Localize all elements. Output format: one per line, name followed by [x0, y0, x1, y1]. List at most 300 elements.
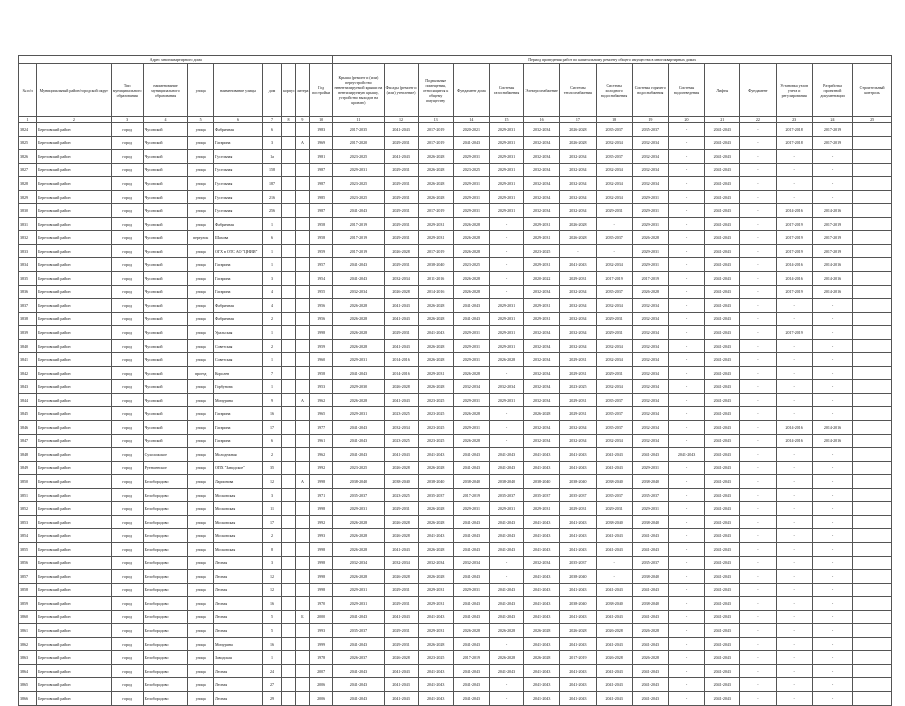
table-cell: Чусовской	[143, 177, 188, 191]
table-cell: 2041-2043	[596, 448, 632, 462]
table-cell: 2023-2025	[384, 434, 418, 448]
table-cell: 2026-2028	[333, 515, 384, 529]
table-cell: 2032-2034	[596, 339, 632, 353]
table-cell	[853, 326, 892, 340]
table-cell: 2032-2034	[524, 393, 560, 407]
table-cell: город	[111, 177, 143, 191]
table-cell: Белобородово	[143, 583, 188, 597]
column-header: литера	[295, 64, 309, 117]
table-cell: 2029-2031	[560, 366, 596, 380]
table-cell	[282, 217, 296, 231]
table-cell: 1970	[309, 597, 333, 611]
table-cell	[295, 651, 309, 665]
table-cell: 2017-2019	[333, 231, 384, 245]
table-cell: 3835	[19, 272, 37, 286]
table-cell: 2032-2034	[596, 353, 632, 367]
table-cell: 2032-2034	[524, 163, 560, 177]
table-cell: 2041-2043	[418, 664, 453, 678]
table-row	[19, 339, 892, 353]
table-cell	[282, 244, 296, 258]
table-cell	[853, 190, 892, 204]
table-cell: -	[740, 393, 776, 407]
table-cell: Березовский район	[37, 475, 112, 489]
table-cell	[282, 407, 296, 421]
table-cell: 2032-2034	[632, 150, 668, 164]
table-cell: -	[740, 258, 776, 272]
table-cell: 3	[262, 136, 281, 150]
table-cell: 2029-2031	[632, 204, 668, 218]
table-row	[19, 163, 892, 177]
table-cell: 1998	[309, 502, 333, 516]
table-cell	[853, 610, 892, 624]
table-cell: Шахова	[213, 231, 262, 245]
table-cell: 2026-2028	[384, 570, 418, 584]
table-cell: 35	[262, 461, 281, 475]
table-cell: 2041-2043	[453, 312, 489, 326]
table-cell: -	[776, 597, 812, 611]
table-cell: 2032-2034	[560, 339, 596, 353]
table-cell	[295, 217, 309, 231]
table-row	[19, 326, 892, 340]
table-cell	[282, 339, 296, 353]
table-cell: 1992	[309, 461, 333, 475]
table-cell: Чусовской	[143, 421, 188, 435]
table-cell: 2041-2043	[596, 529, 632, 543]
table-row	[19, 475, 892, 489]
table-cell: 2029-2031	[418, 366, 453, 380]
table-cell: 2041-2043	[333, 678, 384, 692]
table-cell	[853, 434, 892, 448]
table-cell: 3860	[19, 610, 37, 624]
table-cell: -	[776, 624, 812, 638]
table-cell: Чусовской	[143, 190, 188, 204]
table-cell: город	[111, 393, 143, 407]
table-cell: -	[812, 393, 852, 407]
table-cell	[282, 272, 296, 286]
table-cell: 2029-2031	[384, 163, 418, 177]
table-cell: 2026-2028	[384, 244, 418, 258]
table-cell: Чусовской	[143, 204, 188, 218]
table-cell: Советская	[213, 339, 262, 353]
table-cell: Чусовской	[143, 407, 188, 421]
table-cell	[282, 542, 296, 556]
table-cell: -	[812, 380, 852, 394]
table-cell: город	[111, 353, 143, 367]
table-row	[19, 150, 892, 164]
table-cell	[282, 556, 296, 570]
table-cell: 1958	[309, 366, 333, 380]
table-cell: улица	[188, 244, 214, 258]
column-header: Тип муниципального образования	[111, 64, 143, 117]
table-cell: улица	[188, 515, 214, 529]
table-cell: Чусовской	[143, 163, 188, 177]
table-cell: -	[812, 556, 852, 570]
table-cell: 2029-2031	[489, 299, 523, 313]
table-cell	[853, 556, 892, 570]
table-cell: -	[812, 163, 852, 177]
table-cell: 2032-2034	[632, 312, 668, 326]
table-cell: Гагарина	[213, 272, 262, 286]
table-cell: 2029-2031	[632, 190, 668, 204]
table-cell: город	[111, 231, 143, 245]
column-header: Разработка проектной документации	[812, 64, 852, 117]
table-cell: -	[740, 272, 776, 286]
table-cell: 17	[262, 515, 281, 529]
table-cell: 2023-2025	[384, 488, 418, 502]
table-cell: 2026-2028	[489, 624, 523, 638]
table-cell	[853, 461, 892, 475]
table-cell: 2041-2043	[489, 583, 523, 597]
table-cell: Березовский район	[37, 407, 112, 421]
table-cell	[295, 515, 309, 529]
table-cell	[295, 556, 309, 570]
table-cell: 2029-2031	[384, 326, 418, 340]
table-cell: 2038-2040	[453, 475, 489, 489]
table-cell: 2041-2043	[489, 542, 523, 556]
table-cell	[853, 691, 892, 705]
table-cell: 2041-2043	[333, 434, 384, 448]
table-cell: 1977	[309, 421, 333, 435]
table-cell: -	[740, 339, 776, 353]
table-cell: -	[776, 366, 812, 380]
table-cell: 2041-2043	[705, 556, 740, 570]
table-cell: 2017-2019	[333, 217, 384, 231]
table-cell: город	[111, 407, 143, 421]
table-cell: 2026-2028	[418, 163, 453, 177]
table-cell: город	[111, 691, 143, 705]
table-cell: Березовский район	[37, 664, 112, 678]
table-cell: 2029-2031	[384, 502, 418, 516]
table-cell: 1955	[309, 285, 333, 299]
column-number: 8	[282, 117, 296, 123]
table-cell: 3834	[19, 258, 37, 272]
table-cell: 2029-2031	[489, 339, 523, 353]
table-cell: 2026-2028	[560, 136, 596, 150]
table-cell	[853, 353, 892, 367]
table-cell: 2032-2034	[524, 177, 560, 191]
table-cell: 2026-2028	[489, 353, 523, 367]
table-cell: 3	[262, 272, 281, 286]
column-header: Муниципальный район/городской округ	[37, 64, 112, 117]
table-cell	[853, 163, 892, 177]
table-cell: Гусельная	[213, 190, 262, 204]
table-cell: -	[776, 190, 812, 204]
table-cell: 2026-2028	[632, 231, 668, 245]
table-cell: 2041-2043	[489, 664, 523, 678]
table-cell: Лесная	[213, 570, 262, 584]
table-cell: Березовский район	[37, 570, 112, 584]
table-cell: Молодежная	[213, 448, 262, 462]
table-cell: 2017-2018	[776, 123, 812, 137]
table-cell	[282, 366, 296, 380]
table-cell	[282, 637, 296, 651]
table-cell: 2026-2028	[418, 502, 453, 516]
table-cell: 2006	[309, 691, 333, 705]
table-cell: -	[812, 529, 852, 543]
table-cell: 2029-2031	[560, 353, 596, 367]
table-cell: 2026-2028	[453, 285, 489, 299]
table-cell	[282, 678, 296, 692]
table-cell: 2029-2031	[453, 339, 489, 353]
table-cell: 2041-2043	[705, 163, 740, 177]
table-cell: -	[740, 488, 776, 502]
table-cell	[282, 285, 296, 299]
table-cell: -	[668, 664, 704, 678]
table-cell: 2032-2034	[333, 285, 384, 299]
table-cell: -	[740, 407, 776, 421]
table-cell: 2041-2043	[705, 461, 740, 475]
table-cell: Гусельная	[213, 177, 262, 191]
table-cell: 2038-2040	[384, 475, 418, 489]
table-cell: 2026-2028	[632, 285, 668, 299]
table-cell: 2041-2043	[705, 150, 740, 164]
table-cell: 3843	[19, 380, 37, 394]
table-cell	[853, 177, 892, 191]
table-cell: 2041-2043	[453, 529, 489, 543]
table-cell: 2041-2043	[333, 448, 384, 462]
table-cell: 2029-2031	[384, 597, 418, 611]
table-cell: -	[812, 150, 852, 164]
table-cell: 2017-2019	[418, 123, 453, 137]
table-row	[19, 502, 892, 516]
table-cell: 2041-2043	[705, 258, 740, 272]
table-cell: 2029-2031	[384, 217, 418, 231]
table-cell: Гагарина	[213, 421, 262, 435]
table-cell: 1998	[309, 475, 333, 489]
table-cell: улица	[188, 461, 214, 475]
table-cell	[853, 393, 892, 407]
table-cell: 2041-2043	[418, 448, 453, 462]
table-row	[19, 366, 892, 380]
column-header: Лифты	[705, 64, 740, 117]
table-cell	[295, 502, 309, 516]
table-cell: 2032-2034	[596, 163, 632, 177]
table-cell: -	[489, 272, 523, 286]
table-cell: Горбунова	[213, 380, 262, 394]
table-cell: 1998	[309, 542, 333, 556]
table-cell: 2041-2043	[705, 515, 740, 529]
table-cell: 1985	[309, 190, 333, 204]
table-cell	[853, 217, 892, 231]
table-cell: -	[812, 651, 852, 665]
table-cell: -	[776, 502, 812, 516]
table-cell: 3829	[19, 190, 37, 204]
table-cell: -	[740, 177, 776, 191]
table-cell: 1987	[309, 204, 333, 218]
table-cell: 2041-2043	[524, 448, 560, 462]
table-cell: 2041-2043	[560, 610, 596, 624]
table-cell: 2041-2043	[705, 190, 740, 204]
table-cell: Гагарина	[213, 258, 262, 272]
table-cell: 1987	[309, 163, 333, 177]
column-number: 21	[705, 117, 740, 123]
table-cell: -	[489, 217, 523, 231]
table-cell: -	[740, 204, 776, 218]
table-cell	[295, 299, 309, 313]
table-cell: город	[111, 583, 143, 597]
table-cell: 3853	[19, 515, 37, 529]
table-cell: 2041-2043	[524, 583, 560, 597]
table-cell: Советская	[213, 353, 262, 367]
table-cell: -	[740, 610, 776, 624]
table-cell: 2035-2037	[596, 150, 632, 164]
table-cell: 2014-2016	[776, 204, 812, 218]
table-cell: 2023-2025	[418, 434, 453, 448]
column-header: Системы теплоснабжения	[560, 64, 596, 117]
table-cell: город	[111, 556, 143, 570]
column-header: Фасады (ремонт и (или) утепление)	[384, 64, 418, 117]
table-cell: 2029-2031	[384, 177, 418, 191]
table-cell: 2026-2028	[384, 285, 418, 299]
table-cell: А	[295, 136, 309, 150]
table-cell: -	[776, 407, 812, 421]
table-cell: -	[489, 678, 523, 692]
table-cell: 2029-2031	[560, 393, 596, 407]
table-cell: 2029-2031	[453, 502, 489, 516]
table-cell	[295, 339, 309, 353]
table-cell: 2017-2019	[776, 217, 812, 231]
table-cell: 2041-2043	[453, 448, 489, 462]
table-cell	[282, 624, 296, 638]
table-cell: 2026-2028	[418, 353, 453, 367]
table-cell: 2000	[309, 610, 333, 624]
table-row	[19, 123, 892, 137]
table-cell: 2041-2043	[453, 597, 489, 611]
table-cell: 2041-2043	[705, 231, 740, 245]
table-cell: 2038-2040	[632, 475, 668, 489]
table-cell: 2041-2043	[384, 339, 418, 353]
table-cell	[853, 339, 892, 353]
table-cell: 2014-2016	[812, 272, 852, 286]
table-cell: 2017-2019	[453, 651, 489, 665]
table-cell: 1а	[262, 150, 281, 164]
table-cell: Белобородово	[143, 515, 188, 529]
table-cell: улица	[188, 488, 214, 502]
table-cell: город	[111, 448, 143, 462]
table-cell	[853, 136, 892, 150]
table-cell: 2023-2025	[418, 407, 453, 421]
table-cell: 2029-2031	[560, 272, 596, 286]
table-cell	[282, 204, 296, 218]
table-cell: -	[740, 691, 776, 705]
table-cell: -	[560, 244, 596, 258]
table-cell: -	[489, 570, 523, 584]
table-cell: -	[668, 678, 704, 692]
table-cell: 3837	[19, 299, 37, 313]
table-cell: Лесная	[213, 597, 262, 611]
table-cell	[282, 312, 296, 326]
table-cell	[295, 421, 309, 435]
table-cell: 2017-2019	[776, 244, 812, 258]
column-number: 16	[524, 117, 560, 123]
table-cell	[295, 244, 309, 258]
table-cell: -	[668, 163, 704, 177]
table-cell: 2032-2034	[596, 177, 632, 191]
table-cell: -	[668, 244, 704, 258]
column-number: 15	[489, 117, 523, 123]
table-cell	[295, 326, 309, 340]
table-cell: 2041-2043	[560, 515, 596, 529]
table-cell: ОГХ в ОТС АО "ЦНИИ"	[213, 244, 262, 258]
table-cell: 2041-2043	[560, 529, 596, 543]
table-cell: Березовский район	[37, 597, 112, 611]
table-cell: -	[740, 637, 776, 651]
table-cell: 3855	[19, 542, 37, 556]
table-cell: -	[776, 664, 812, 678]
table-cell: -	[668, 556, 704, 570]
table-cell: 2026-2028	[333, 299, 384, 313]
table-cell: 1992	[309, 515, 333, 529]
table-cell: 2023-2025	[384, 407, 418, 421]
table-cell	[295, 177, 309, 191]
column-number: 3	[111, 117, 143, 123]
table-cell	[853, 583, 892, 597]
table-cell: 2007	[309, 664, 333, 678]
table-cell: 2026-2028	[560, 624, 596, 638]
table-cell: 2032-2034	[632, 434, 668, 448]
table-row	[19, 421, 892, 435]
table-cell: 2038-2040	[560, 475, 596, 489]
table-cell: 2026-2028	[333, 339, 384, 353]
table-cell: 2041-2043	[705, 597, 740, 611]
table-cell	[295, 624, 309, 638]
table-cell: 2041-2043	[596, 461, 632, 475]
table-cell: -	[776, 610, 812, 624]
table-cell: Лесная	[213, 583, 262, 597]
table-cell: 1953	[309, 380, 333, 394]
table-cell: 2032-2034	[384, 556, 418, 570]
table-cell: город	[111, 624, 143, 638]
table-cell: Чусовской	[143, 393, 188, 407]
table-cell	[853, 475, 892, 489]
table-cell: 2032-2034	[453, 380, 489, 394]
table-row	[19, 312, 892, 326]
table-cell: -	[740, 163, 776, 177]
table-cell: Гагарина	[213, 136, 262, 150]
address-group-header: Адрес многоквартирного дома	[19, 56, 333, 64]
table-cell: 2026-2028	[596, 651, 632, 665]
table-cell: 5	[262, 610, 281, 624]
table-cell: -	[740, 434, 776, 448]
table-cell: 2041-2043	[705, 529, 740, 543]
table-cell	[295, 461, 309, 475]
table-cell	[295, 583, 309, 597]
table-cell: 2041-2043	[705, 366, 740, 380]
capital-repair-table	[18, 55, 892, 706]
column-header: Подвальные помещения, относящиеся к общему имуществу	[418, 64, 453, 117]
table-cell: 2029-2031	[453, 204, 489, 218]
table-cell: 2041-2043	[596, 583, 632, 597]
table-cell: 2041-2043	[489, 610, 523, 624]
table-cell: 3831	[19, 217, 37, 231]
table-cell: город	[111, 366, 143, 380]
table-cell: -	[812, 339, 852, 353]
column-number: 14	[453, 117, 489, 123]
table-cell: Московская	[213, 515, 262, 529]
table-row	[19, 542, 892, 556]
table-cell: 2029-2031	[489, 502, 523, 516]
table-cell: 2032-2034	[384, 421, 418, 435]
table-cell: 2026-2028	[560, 123, 596, 137]
table-cell: Чусовской	[143, 326, 188, 340]
table-cell: город	[111, 326, 143, 340]
table-cell: 2026-2028	[418, 312, 453, 326]
table-cell: 2014-2016	[812, 434, 852, 448]
table-cell: улица	[188, 502, 214, 516]
table-cell: город	[111, 299, 143, 313]
table-cell: 3859	[19, 597, 37, 611]
table-cell: 2017-2019	[632, 272, 668, 286]
